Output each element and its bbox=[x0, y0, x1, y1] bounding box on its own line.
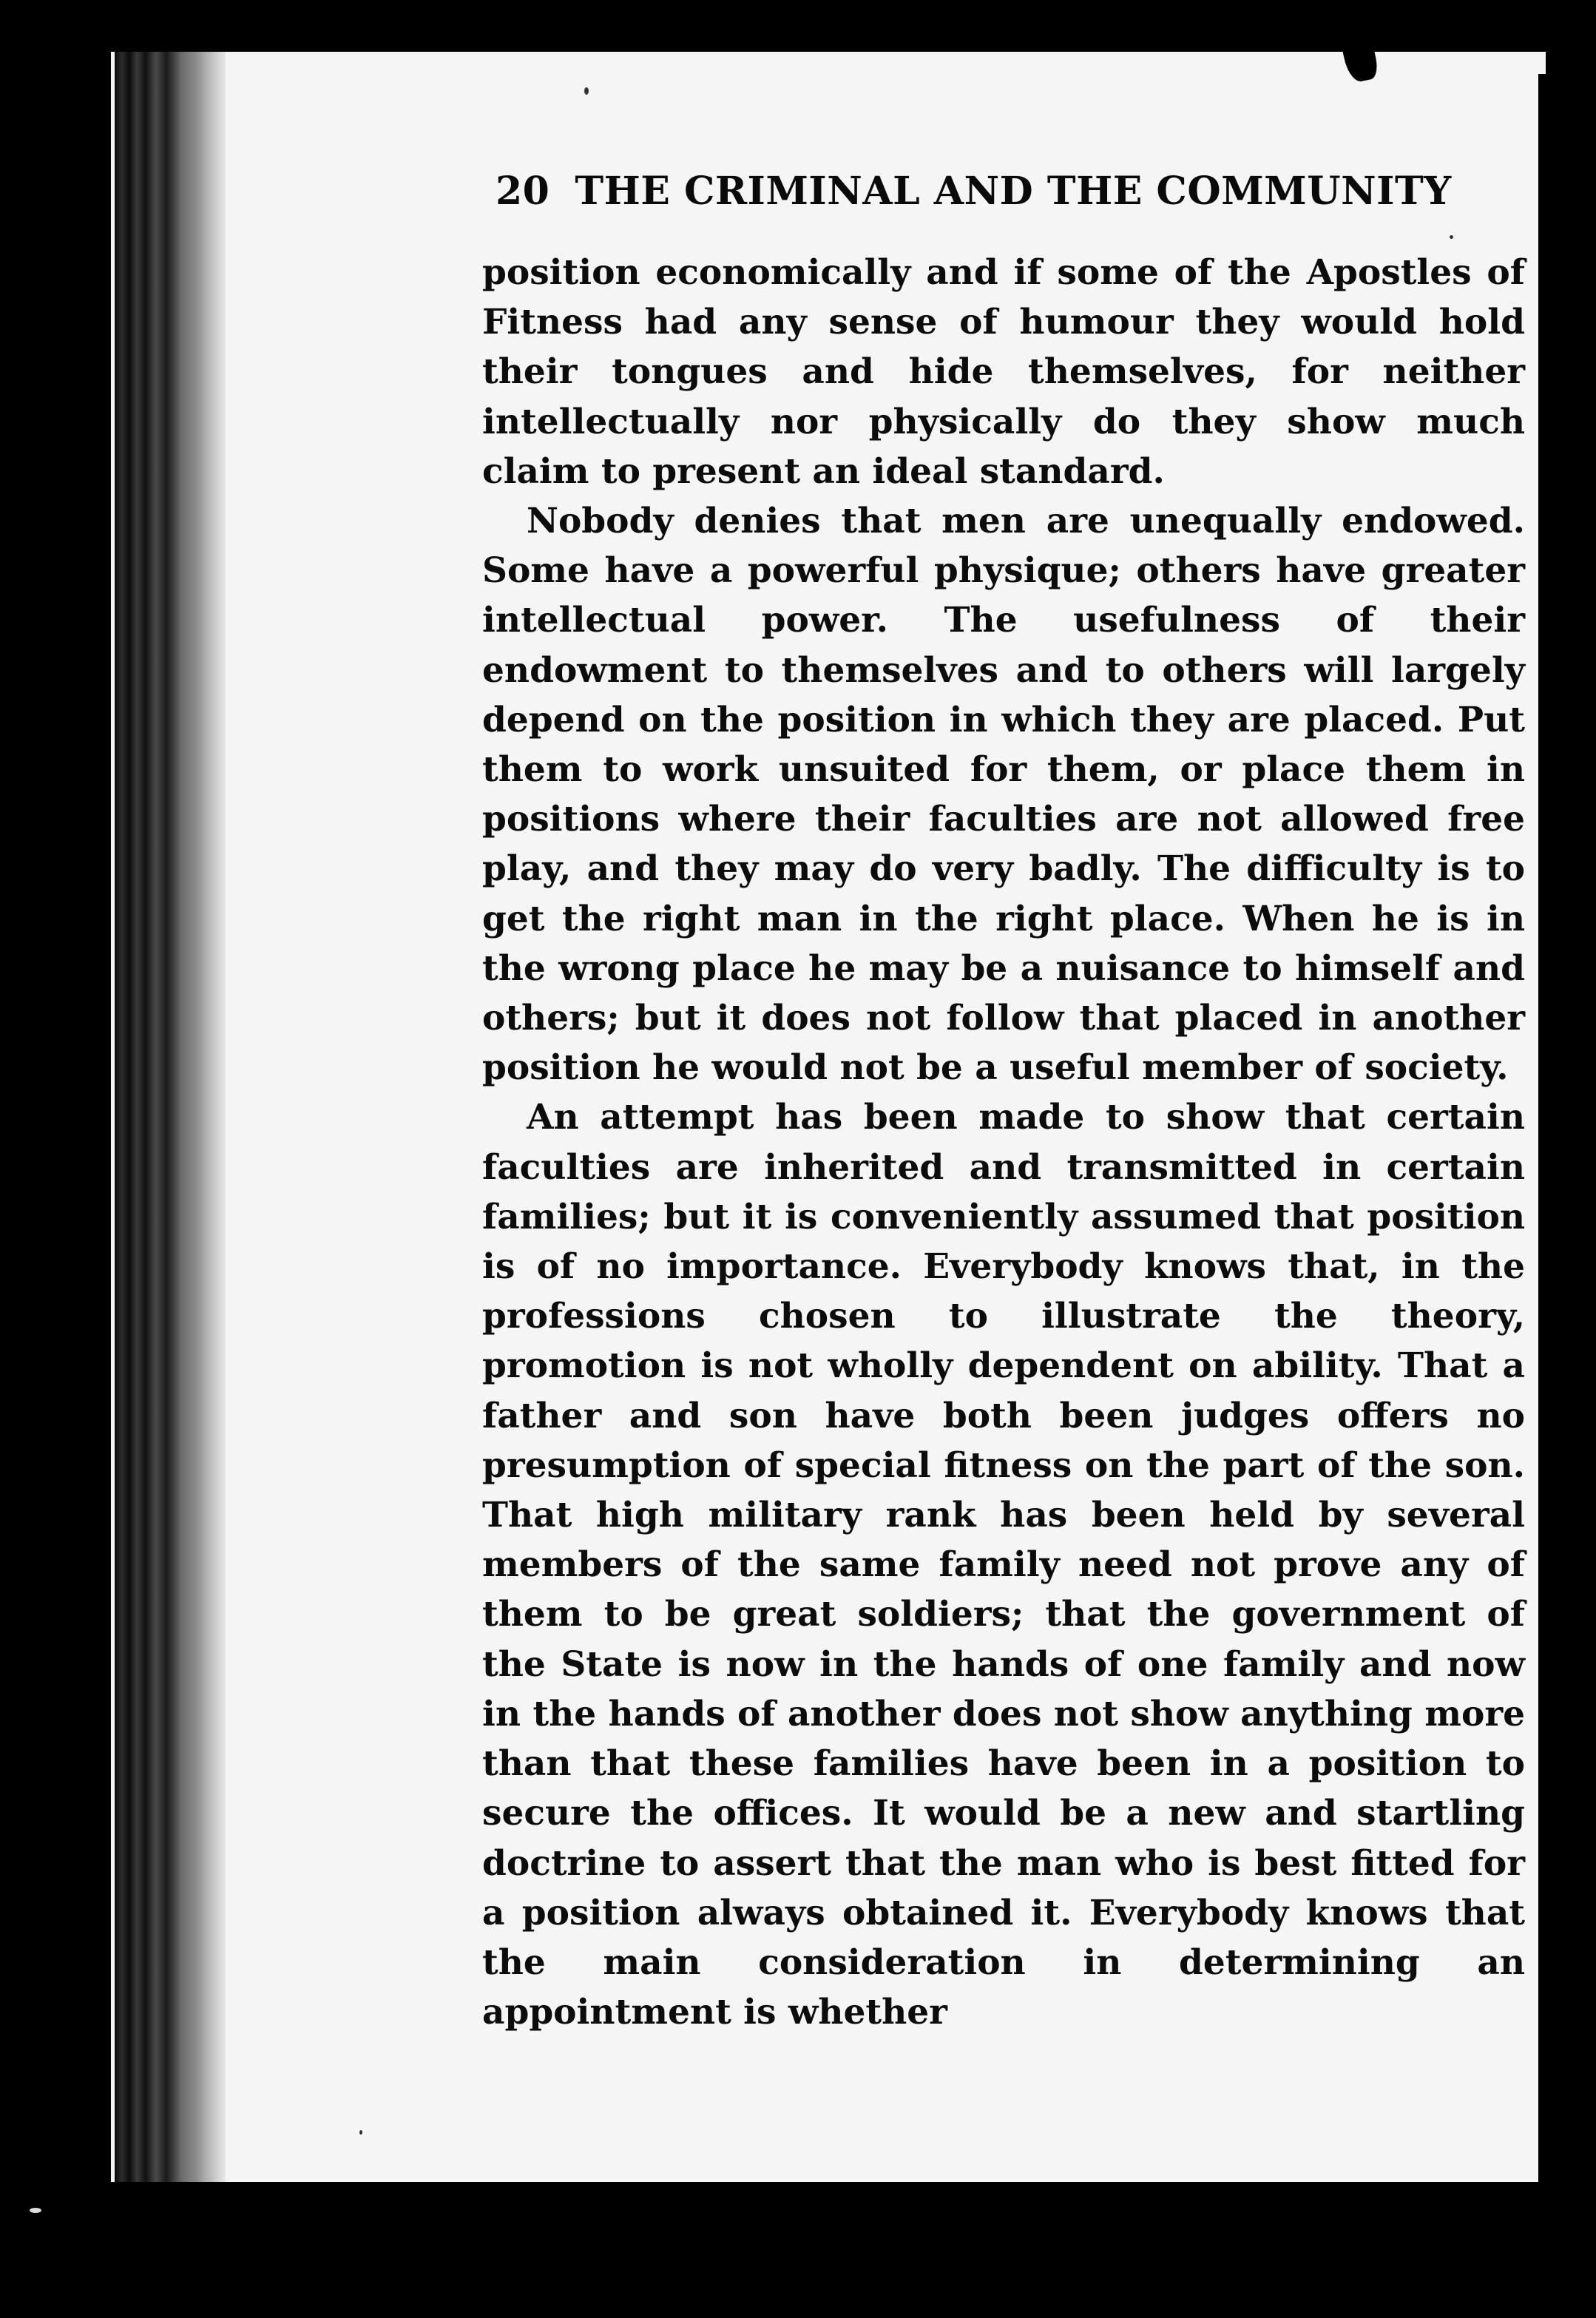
running-header bbox=[496, 169, 1487, 214]
paragraph: An attempt has been made to show that certain faculties are inherited and transmitted in certain families; but it is conveniently assumed that position is of no importance. Everybody knows that, in the professions chosen to illustrate the theory, promotion is not wholly dependent on ability. That a father and son have both been judges offers no presumption of special fitness on the part of the son. That high military rank has been held by several members of the same family need not prove any of them to be great soldiers; that the government of the State is now in the hands of one family and now in the hands of another does not show anything more than that these families have been in a position to secure the offices. It would be a new and startling doctrine to assert that the man who is best fitted for a position always obtained it. Everybody knows that the main consideration in determining an appointment is whether bbox=[482, 1097, 1525, 2033]
running-title: THE CRIMINAL AND THE COMMUNITY bbox=[575, 169, 1452, 214]
scan-speck bbox=[584, 87, 589, 95]
scan-speck bbox=[359, 2130, 362, 2135]
scan-speck bbox=[30, 2208, 41, 2213]
scan-bottom-border bbox=[111, 2182, 1596, 2318]
paragraph: Nobody denies that men are unequally endowed. Some have a powerful physique; others have greater intellectual power. The usefulness of their endowment to themselves and to others will largely depend on the position in which they are placed. Put them to work unsuited for them, or place them in positions where their faculties are not allowed free play, and they may do very badly. The difficulty is to get the right man in the right place. When he is in the wrong place he may be a nuisance to himself and others; but it does not follow that placed in another position he would not be a useful member of society. bbox=[482, 501, 1525, 1089]
page-number: 20 bbox=[496, 169, 550, 214]
book-spine-edge bbox=[115, 52, 226, 2182]
paragraph: position economically and if some of the Apostles of Fitness had any sense of humour they would hold their tongues and hide themselves, for neither intellectually nor physically do they show much claim to present an ideal standard. bbox=[482, 252, 1525, 492]
scan-right-border bbox=[1538, 74, 1596, 2204]
scan-speck bbox=[1450, 235, 1453, 239]
body-text bbox=[482, 248, 1525, 2037]
